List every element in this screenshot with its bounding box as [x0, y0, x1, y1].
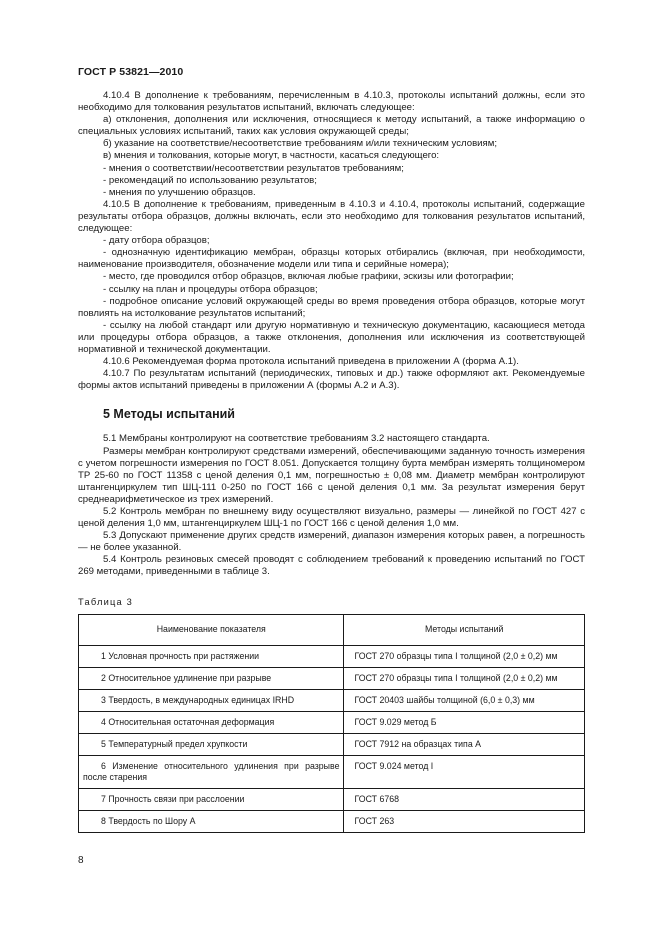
- table-cell-method: ГОСТ 9.024 метод I: [344, 755, 585, 788]
- list-item-dash: - однозначную идентификацию мембран, образцы которых отбирались (включая, при необходимости, наименование производителя, обозначение модели или типа и серийные номера);: [78, 247, 585, 271]
- table-row: [79, 810, 585, 832]
- table-cell-indicator: 8 Твердость по Шору А: [79, 810, 344, 832]
- list-item-dash: - мнения о соответствии/несоответствии результатов требованиям;: [103, 162, 404, 174]
- table-cell-method: ГОСТ 270 образцы типа I толщиной (2,0 ± 0,2) мм: [344, 667, 585, 689]
- table-row: [79, 645, 585, 667]
- paragraph-4-10-4: 4.10.4 В дополнение к требованиям, перечисленным в 4.10.3, протоколы испытаний должны, если это необходимо для толкования результатов испытаний, включать следующее:: [78, 90, 585, 114]
- section-5-block: [78, 433, 585, 578]
- table-caption: Таблица 3: [78, 596, 134, 607]
- document-header: ГОСТ Р 53821—2010: [78, 66, 184, 78]
- test-methods-table: [78, 614, 585, 833]
- page-content: [78, 90, 585, 833]
- list-item-v: в) мнения и толкования, которые могут, в частности, касаться следующего:: [103, 150, 440, 162]
- table-row: [79, 755, 585, 788]
- paragraph-5-4: 5.4 Контроль резиновых смесей проводят с соблюдением требований к проведению испытаний по ГОСТ 269 методами, приведенными в таблице 3.: [78, 554, 585, 578]
- paragraph-4-10-5: 4.10.5 В дополнение к требованиям, приведенным в 4.10.3 и 4.10.4, протоколы испытаний, содержащие результаты отбора образцов, должны включать, если это необходимо для толкования результатов испытаний, следующее:: [78, 198, 585, 235]
- table-cell-method: ГОСТ 7912 на образцах типа А: [344, 733, 585, 755]
- table-cell-method: ГОСТ 263: [344, 810, 585, 832]
- clause-4-10-block: [78, 90, 585, 392]
- table-row: [79, 689, 585, 711]
- paragraph-5-3: 5.3 Допускают применение других средств измерений, диапазон измерения которых равен, а погрешность — не более указанной.: [78, 530, 585, 554]
- table-cell-indicator: 1 Условная прочность при растяжении: [79, 645, 344, 667]
- list-item-dash: - подробное описание условий окружающей среды во время проведения отбора образцов, которые могут повлиять на истолкование результатов испытаний;: [78, 295, 585, 319]
- table-header-methods: Методы испытаний: [344, 614, 585, 645]
- table-cell-method: ГОСТ 20403 шайбы толщиной (6,0 ± 0,3) мм: [344, 689, 585, 711]
- table-cell-indicator: 5 Температурный предел хрупкости: [79, 733, 344, 755]
- section-title: 5 Методы испытаний: [103, 407, 235, 422]
- paragraph-4-10-6: 4.10.6 Рекомендуемая форма протокола испытаний приведена в приложении А (форма А.1).: [103, 356, 519, 368]
- paragraph-5-1-dimensions: Размеры мембран контролируют средствами измерений, обеспечивающими заданную точность измерения с учетом погрешности измерения по ГОСТ 8.051. Допускается толщину бурта мембран измерять толщиномером ТР 25-60 по ГОСТ 11358 с ценой деления 0,1 мм, погрешностью ± 0,08 мм. Диаметр мембран контролируют штангенциркулем тип ШЦ-111 0-250 по ГОСТ 166 с ценой деления 0,1 мм. За результат измерения берут среднеарифметическое из трех измерений.: [78, 445, 585, 505]
- list-item-dash: - дату отбора образцов;: [103, 235, 210, 247]
- table-row: [79, 733, 585, 755]
- table-cell-method: ГОСТ 270 образцы типа I толщиной (2,0 ± 0,2) мм: [344, 645, 585, 667]
- paragraph-4-10-7: 4.10.7 По результатам испытаний (периодических, типовых и др.) также оформляют акт. Рекомендуемые формы актов испытаний приведены в приложении А (формы А.2 и А.3).: [78, 368, 585, 392]
- list-item-dash: - место, где проводился отбор образцов, включая любые графики, эскизы или фотографии;: [103, 271, 514, 283]
- list-item-b: б) указание на соответствие/несоответствие требованиям и/или техническим условиям;: [103, 138, 497, 150]
- table-cell-method: ГОСТ 6768: [344, 788, 585, 810]
- table-header-indicator: Наименование показателя: [79, 614, 344, 645]
- paragraph-5-2: 5.2 Контроль мембран по внешнему виду осуществляют визуально, размеры — линейкой по ГОСТ 427 с ценой деления 1,0 мм, штангенциркулем ШЦ-1 по ГОСТ 166 с ценой деления 1,0 мм.: [78, 506, 585, 530]
- list-item-dash: - мнения по улучшению образцов.: [103, 186, 256, 198]
- table-row: [79, 667, 585, 689]
- table-cell-indicator: 2 Относительное удлинение при разрыве: [79, 667, 344, 689]
- table-cell-indicator: 3 Твердость, в международных единицах IRHD: [79, 689, 344, 711]
- paragraph-5-1: 5.1 Мембраны контролируют на соответствие требованиям 3.2 настоящего стандарта.: [103, 433, 490, 445]
- table-cell-indicator: 7 Прочность связи при расслоении: [79, 788, 344, 810]
- table-row: [79, 788, 585, 810]
- table-header-row: [79, 614, 585, 645]
- table-cell-indicator: 4 Относительная остаточная деформация: [79, 711, 344, 733]
- table-cell-indicator: 6 Изменение относительного удлинения при разрыве после старения: [79, 755, 344, 788]
- table-row: [79, 711, 585, 733]
- list-item-a: а) отклонения, дополнения или исключения, относящиеся к методу испытаний, а также информацию о специальных условиях испытаний, таких как условия окружающей среды;: [78, 114, 585, 138]
- list-item-dash: - рекомендаций по использованию результатов;: [103, 174, 317, 186]
- table-cell-method: ГОСТ 9.029 метод Б: [344, 711, 585, 733]
- list-item-dash: - ссылку на план и процедуры отбора образцов;: [103, 283, 318, 295]
- page-number: 8: [78, 855, 84, 866]
- list-item-dash: - ссылку на любой стандарт или другую нормативную и техническую документацию, касающиеся метода или процедуры отбора образцов, а также отклонения, дополнения или исключения из соответствующей нормативной и технической документации.: [78, 319, 585, 355]
